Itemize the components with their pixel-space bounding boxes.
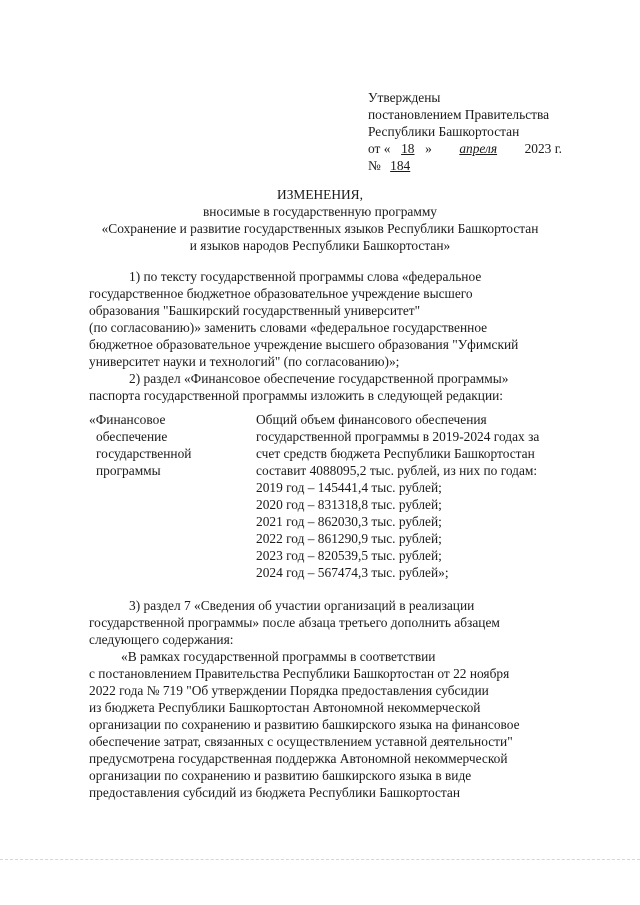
number-value: 184 <box>390 158 411 173</box>
item3-line-3: следующего содержания: <box>89 632 234 647</box>
heading-line-3: «Сохранение и развитие государственных языков Республики Башкортостан <box>101 221 539 236</box>
date-day: 18 <box>401 141 415 156</box>
approval-date <box>368 140 562 157</box>
finance-year-2021: 2021 год – 862030,3 тыс. рублей; <box>256 514 442 529</box>
finance-year-2020: 2020 год – 831318,8 тыс. рублей; <box>256 497 442 512</box>
finance-year-2023: 2023 год – 820539,5 тыс. рублей; <box>256 548 442 563</box>
item3-line-11: организации по сохранению и развитию башкирского языка в виде <box>89 768 472 783</box>
item3-line-4: «В рамках государственной программы в соответствии <box>121 649 436 664</box>
finance-year-2024: 2024 год – 567474,3 тыс. рублей»; <box>256 565 449 580</box>
approval-number <box>368 157 432 174</box>
finance-right-line-4: составит 4088095,2 тыс. рублей, из них по годам: <box>256 463 538 478</box>
finance-left-line-3: государственной <box>96 446 192 461</box>
date-mid: » <box>425 141 432 156</box>
finance-year-2019: 2019 год – 145441,4 тыс. рублей; <box>256 480 442 495</box>
item1-line-5: бюджетное образовательное учреждение высшего образования "Уфимский <box>89 337 519 352</box>
finance-right-line-2: государственной программы в 2019-2024 годах за <box>256 429 540 444</box>
item2-line-1: 2) раздел «Финансовое обеспечение государственной программы» <box>129 371 509 386</box>
item3-line-2: государственной программы» после абзаца третьего дополнить абзацем <box>89 615 500 630</box>
item1-line-6: университет науки и технологий" (по согласованию)»; <box>89 354 400 369</box>
item1-line-2: государственное бюджетное образовательное учреждение высшего <box>89 286 473 301</box>
item3-line-5: с постановлением Правительства Республики Башкортостан от 22 ноября <box>89 666 510 681</box>
number-prefix: № <box>368 158 381 173</box>
finance-year-2022: 2022 год – 861290,9 тыс. рублей; <box>256 531 442 546</box>
approval-line-3: Республики Башкортостан <box>368 124 520 139</box>
heading-line-4: и языков народов Республики Башкортостан» <box>189 238 451 253</box>
heading-title: ИЗМЕНЕНИЯ, <box>277 187 363 202</box>
item3-line-12: предоставления субсидий из бюджета Республики Башкортостан <box>89 785 461 800</box>
finance-left-line-1: «Финансовое <box>89 412 166 427</box>
item3-line-7: из бюджета Республики Башкортостан Автономной некоммерческой <box>89 700 481 715</box>
finance-right-line-1: Общий объем финансового обеспечения <box>256 412 487 427</box>
item3-line-6: 2022 года № 719 "Об утверждении Порядка предоставления субсидии <box>89 683 489 698</box>
date-month: апреля <box>459 141 498 156</box>
item2-line-2: паспорта государственной программы изложить в следующей редакции: <box>89 388 504 403</box>
item3-line-1: 3) раздел 7 «Сведения об участии организаций в реализации <box>129 598 475 613</box>
item3-line-10: предусмотрена государственная поддержка Автономной некоммерческой <box>89 751 508 766</box>
finance-left-line-4: программы <box>96 463 161 478</box>
item1-line-4: (по согласованию)» заменить словами «федеральное государственное <box>89 320 488 335</box>
approval-line-1: Утверждены <box>368 90 441 105</box>
date-year: 2023 г. <box>524 141 563 156</box>
item1-line-3: образования "Башкирский государственный университет" <box>89 303 421 318</box>
heading-line-2: вносимые в государственную программу <box>202 204 437 219</box>
item3-line-8: организации по сохранению и развитию башкирского языка на финансовое <box>89 717 520 732</box>
item3-line-9: обеспечение затрат, связанных с осуществлением уставной деятельности" <box>89 734 513 749</box>
approval-line-2: постановлением Правительства <box>368 107 550 122</box>
date-prefix: от « <box>368 141 391 156</box>
finance-left-line-2: обеспечение <box>96 429 168 444</box>
scan-edge-divider <box>0 859 640 860</box>
finance-right-line-3: счет средств бюджета Республики Башкортостан <box>256 446 535 461</box>
item1-line-1: 1) по тексту государственной программы слова «федеральное <box>129 269 482 284</box>
